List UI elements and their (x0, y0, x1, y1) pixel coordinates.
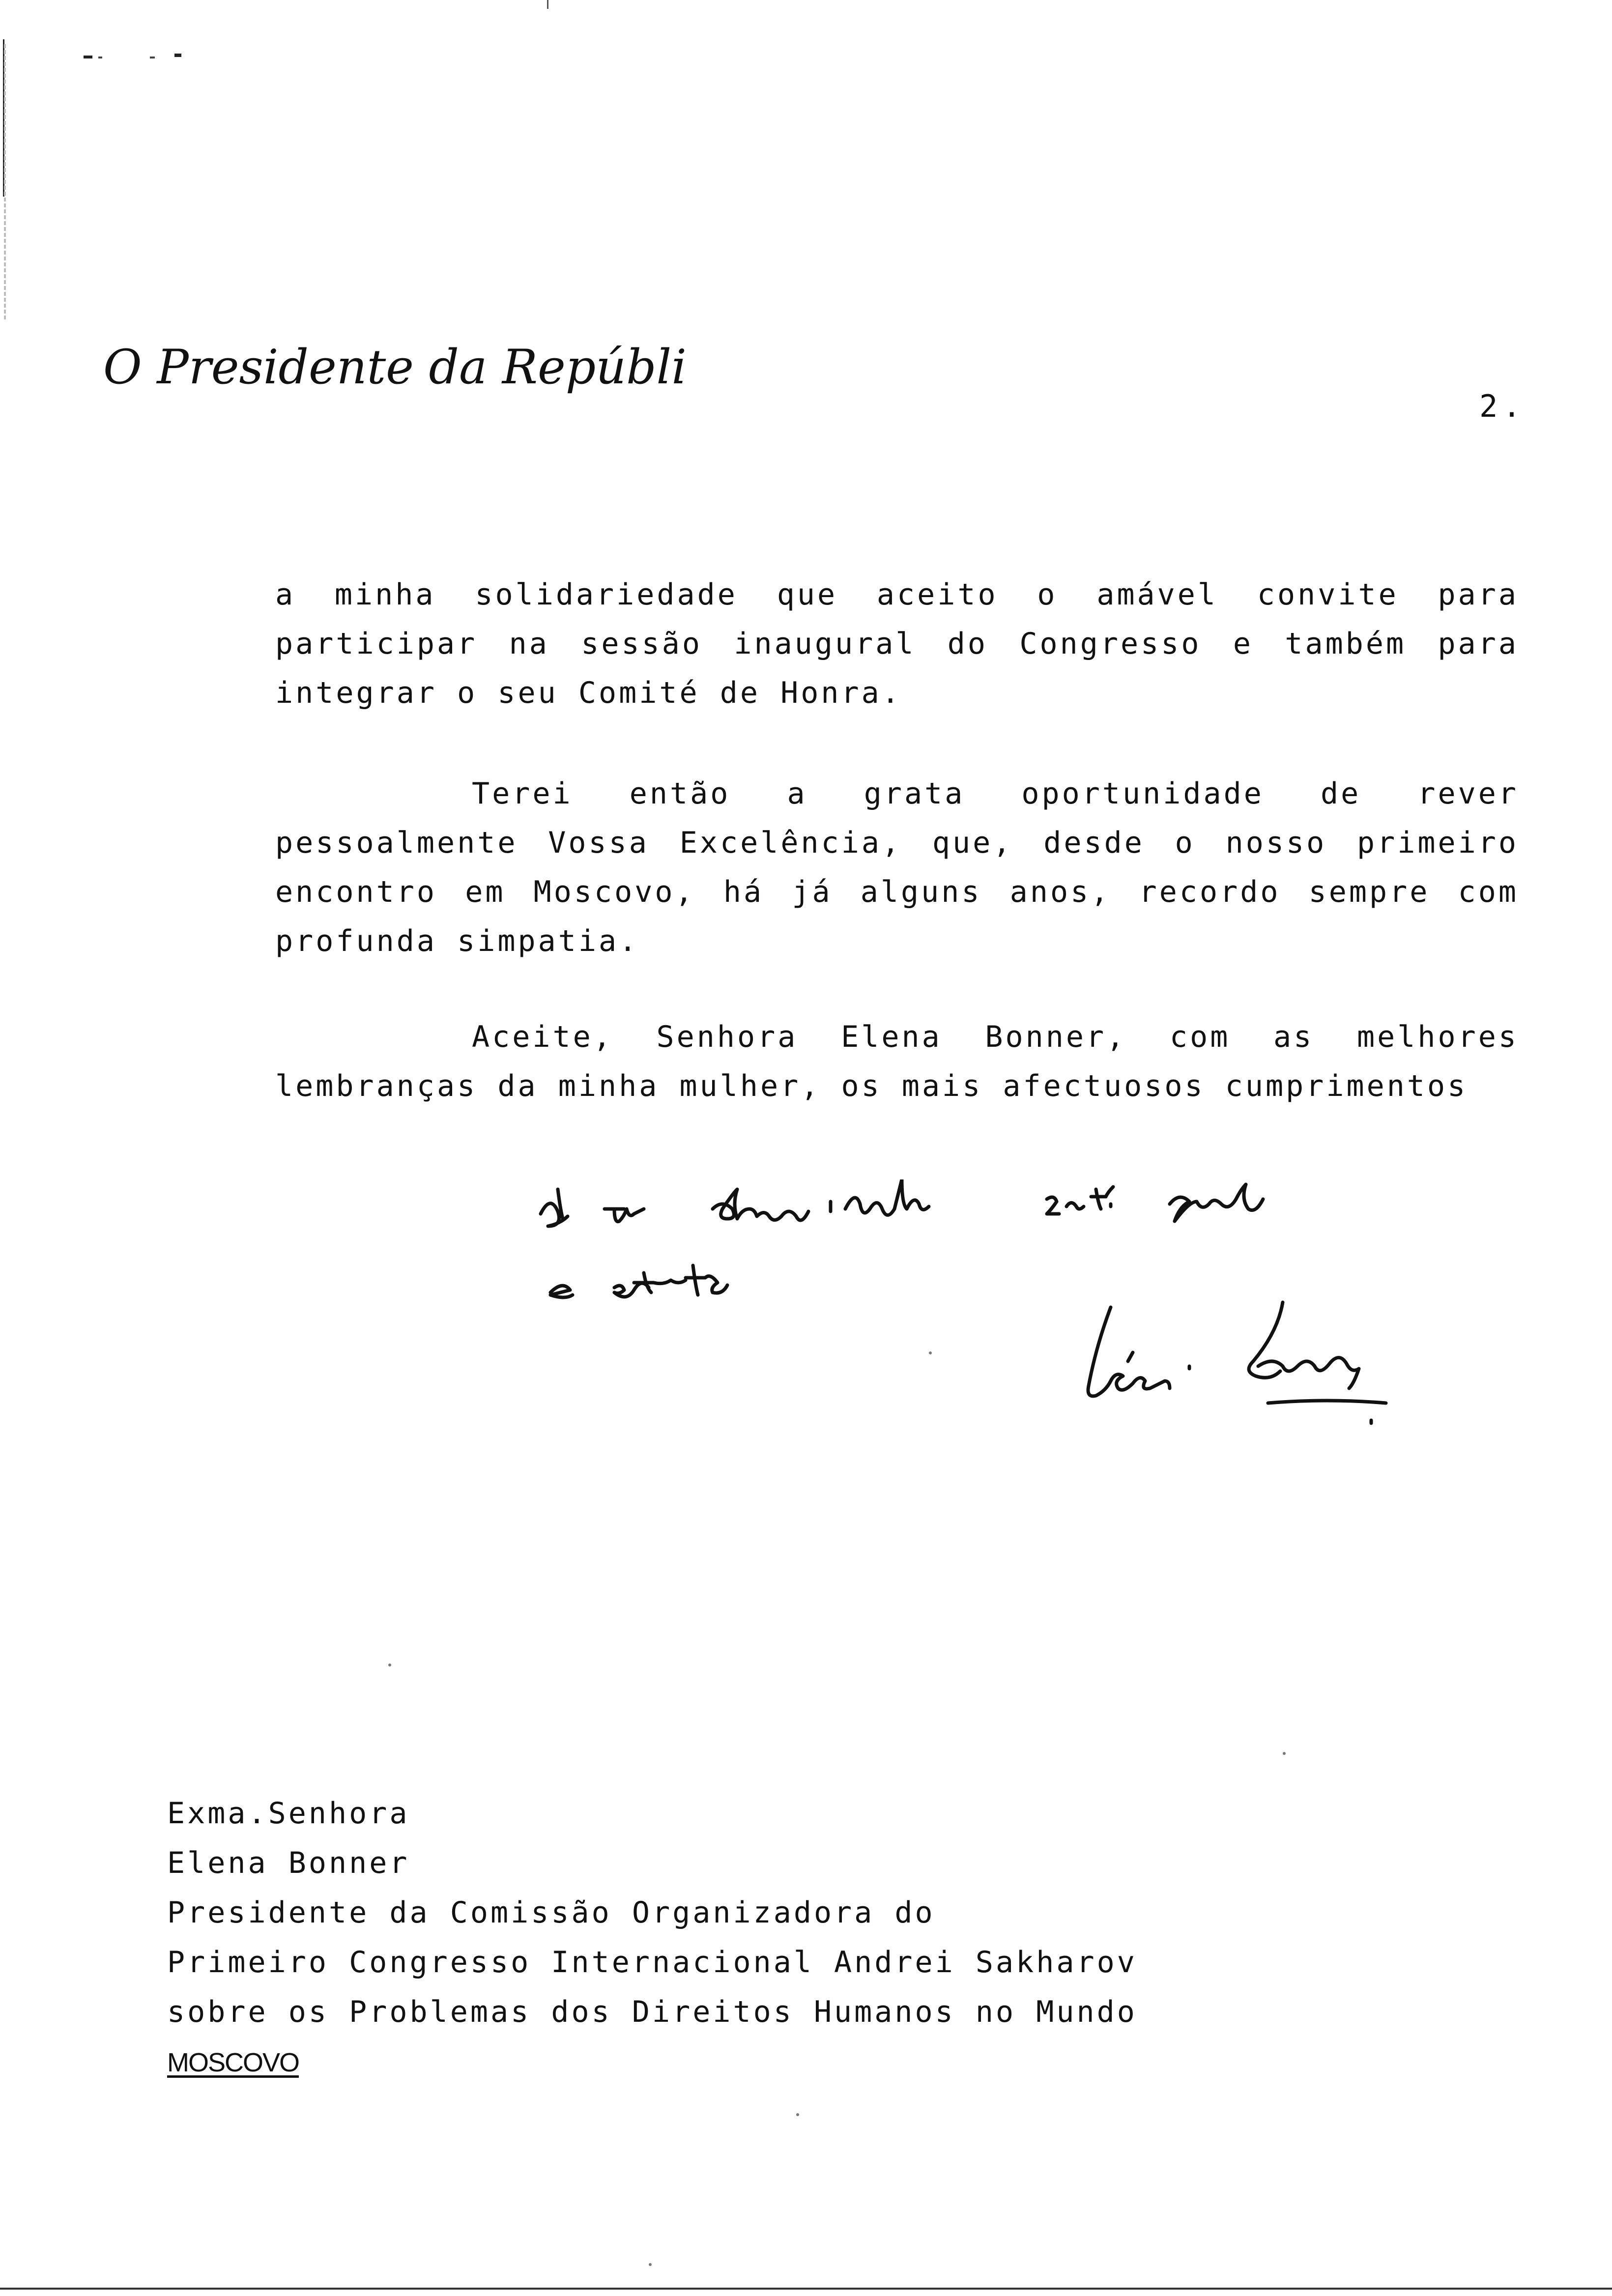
scan-speck (1283, 1752, 1286, 1755)
address-city: MOSCOVO (167, 2048, 299, 2077)
address-line: Presidente da Comissão Organizadora do (167, 1895, 935, 1930)
paragraph-3 (275, 1012, 1519, 1111)
address-line: sobre os Problemas dos Direitos Humanos no Mundo (167, 1995, 1137, 2029)
scan-edge-dashes (4, 44, 8, 319)
letterhead (98, 324, 688, 413)
signature-drawing (1071, 1297, 1445, 1474)
scan-top-marks (84, 52, 197, 61)
paragraph-line: Terei então a grata oportunidade de rever (472, 776, 1519, 811)
paragraph-line: profunda simpatia. (275, 924, 639, 958)
page-number: 2. (1479, 388, 1526, 424)
paragraph-line: participar na sessão inaugural do Congresso e também para (275, 627, 1519, 661)
address-line: Primeiro Congresso Internacional Andrei Sakharov (167, 1945, 1137, 1980)
paragraph-line: Aceite, Senhora Elena Bonner, com as melhores (472, 1020, 1519, 1054)
scan-speck (796, 2113, 799, 2116)
paragraph-line: lembranças da minha mulher, os mais afectuosos cumprimentos (275, 1069, 1468, 1103)
address-line: Elena Bonner (167, 1846, 410, 1880)
paragraph-line: a minha solidariedade que aceito o amável convite para (275, 577, 1519, 612)
paragraph-2 (275, 769, 1519, 966)
paragraph-line: encontro em Moscovo, há já alguns anos, recordo sempre com (275, 875, 1519, 909)
letterhead-title: O Presidente da República (103, 340, 688, 395)
scan-speck (388, 1664, 391, 1666)
scan-bottom-rule (0, 2288, 1612, 2290)
paragraph-1 (275, 570, 1519, 718)
signature (1071, 1297, 1445, 1474)
letterhead-script (98, 324, 688, 413)
scan-top-tick (547, 0, 548, 9)
paragraph-line: integrar o seu Comité de Honra. (275, 676, 902, 710)
address-block (167, 1789, 1347, 2088)
paragraph-line: pessoalmente Vossa Excelência, que, desde o nosso primeiro (275, 826, 1519, 860)
address-line: Exma.Senhora (167, 1796, 410, 1831)
scan-speck (649, 2263, 652, 2266)
